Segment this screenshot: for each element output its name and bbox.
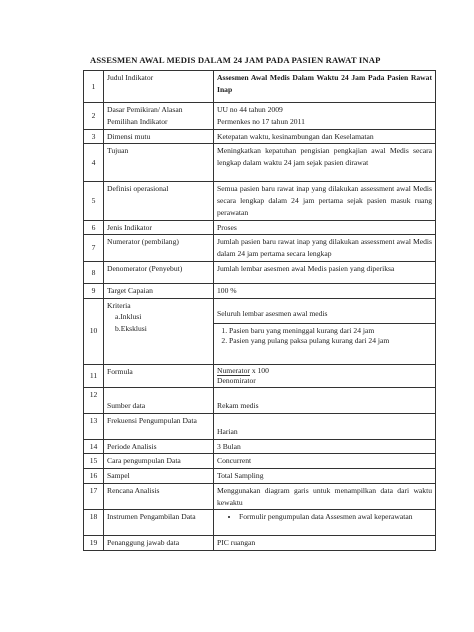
inclusion-label: a.Inklusi [115,312,142,322]
table-row [84,439,436,454]
table-row [84,510,436,536]
row-label-line: Pemilihan Indikator [107,116,168,126]
row-value: 100 % [214,283,436,298]
row-value: 3 Bulan [214,439,436,454]
row-label-line: Dasar Pemikiran/ Alasan [107,105,183,114]
formula-numerator-line [217,366,432,376]
table-row [84,235,436,262]
row-label: Jenis Indikator [104,220,214,235]
row-number: 16 [84,469,104,484]
row-label: Dimensi mutu [104,129,214,144]
exclusion-label: b.Eksklusi [115,324,147,334]
row-value [214,103,436,130]
list-item: 1. Pasien baru yang meninggal kurang dari 24 jam [229,326,432,335]
row-label: Sampel [104,469,214,484]
row-value [214,298,436,364]
row-number: 17 [84,483,104,510]
table-row [84,220,436,235]
table-row [84,469,436,484]
table-row [84,283,436,298]
table-row [84,413,436,439]
document-title: ASSESMEN AWAL MEDIS DALAM 24 JAM PADA PASIEN RAWAT INAP [90,55,381,65]
row-number: 12 [84,387,104,413]
instrument-list [217,511,432,523]
table-row [84,103,436,130]
row-label: Judul Indikator [104,71,214,103]
row-value-line: UU no 44 tahun 2009 [217,105,283,114]
criteria-title: Kriteria [107,300,131,310]
row-label: Formula [104,364,214,387]
table-row [84,261,436,283]
row-number: 2 [84,103,104,130]
row-number: 6 [84,220,104,235]
row-value: Jumlah pasien baru rawat inap yang dilakukan assessment awal Medis dalam 24 jam pertama secara lengkap [214,235,436,262]
row-value: Jumlah lembar asesmen awal Medis pasien yang diperiksa [214,261,436,283]
row-number: 7 [84,235,104,262]
row-label [104,298,214,364]
list-item: • Formulir pengumpulan data Assesmen awal keperawatan [239,511,432,523]
table-row [84,483,436,510]
row-number: 4 [84,144,104,182]
row-number: 14 [84,439,104,454]
row-label: Sumber data [104,387,214,413]
row-value: Harian [214,413,436,439]
table-row [84,182,436,220]
row-value: Total Sampling [214,469,436,484]
row-value: Menggunakan diagram garis untuk menampilkan data dari waktu kewaktu [214,483,436,510]
row-value [214,364,436,387]
row-number: 9 [84,283,104,298]
row-value-line: Permenkes no 17 tahun 2011 [217,116,305,126]
row-label: Instrumen Pengambilan Data [104,510,214,536]
row-number: 1 [84,71,104,103]
row-label: Numerator (pembilang) [104,235,214,262]
row-label: Rencana Analisis [104,483,214,510]
row-number: 19 [84,536,104,551]
row-value: Concurrent [214,454,436,469]
row-value: PIC ruangan [214,536,436,551]
indicator-profile-table [83,70,436,551]
row-value: Proses [214,220,436,235]
formula-multiplier: x 100 [251,365,269,375]
row-label: Denomerator (Penyebut) [104,261,214,283]
row-label: Cara pengumpulan Data [104,454,214,469]
table-row [84,71,436,103]
row-number: 18 [84,510,104,536]
row-number: 13 [84,413,104,439]
row-value: Ketepatan waktu, kesinambungan dan Keselamatan [214,129,436,144]
row-label: Definisi operasional [104,182,214,220]
row-value: Meningkatkan kepatuhan pengisian pengkajian awal Medis secara lengkap dalam waktu 24 jam sejak pasien dirawat [214,144,436,182]
row-value: Semua pasien baru rawat inap yang dilakukan assessment awal Medis secara lengkap dalam 24 jam pertama sejak pasien masuk ruang perawatan [214,182,436,220]
row-value [214,510,436,536]
row-number: 11 [84,364,104,387]
row-label: Periode Analisis [104,439,214,454]
row-value: Rekam medis [214,387,436,413]
row-value: Assesmen Awal Medis Dalam Waktu 24 Jam Pada Pasien Rawat Inap [214,71,436,103]
table-row [84,536,436,551]
row-label [104,103,214,130]
row-number: 3 [84,129,104,144]
row-label: Penanggung jawab data [104,536,214,551]
table-row [84,364,436,387]
row-label: Tujuan [104,144,214,182]
row-number: 5 [84,182,104,220]
table-row [84,298,436,364]
row-number: 10 [84,298,104,364]
table-row [84,387,436,413]
inclusion-value: Seluruh lembar asesmen awal medis [217,308,328,318]
row-number: 15 [84,454,104,469]
exclusion-box [214,323,435,345]
table-row [84,144,436,182]
row-label: Target Capaian [104,283,214,298]
row-label: Frekuensi Pengumpulan Data [104,413,214,439]
formula-denominator: Denomirator [217,376,256,386]
list-item: 2. Pasien yang pulang paksa pulang kurang dari 24 jam [229,336,432,345]
row-number: 8 [84,261,104,283]
table-row [84,129,436,144]
table-row [84,454,436,469]
exclusion-list [217,326,432,345]
formula-numerator: Numerator [217,365,250,375]
